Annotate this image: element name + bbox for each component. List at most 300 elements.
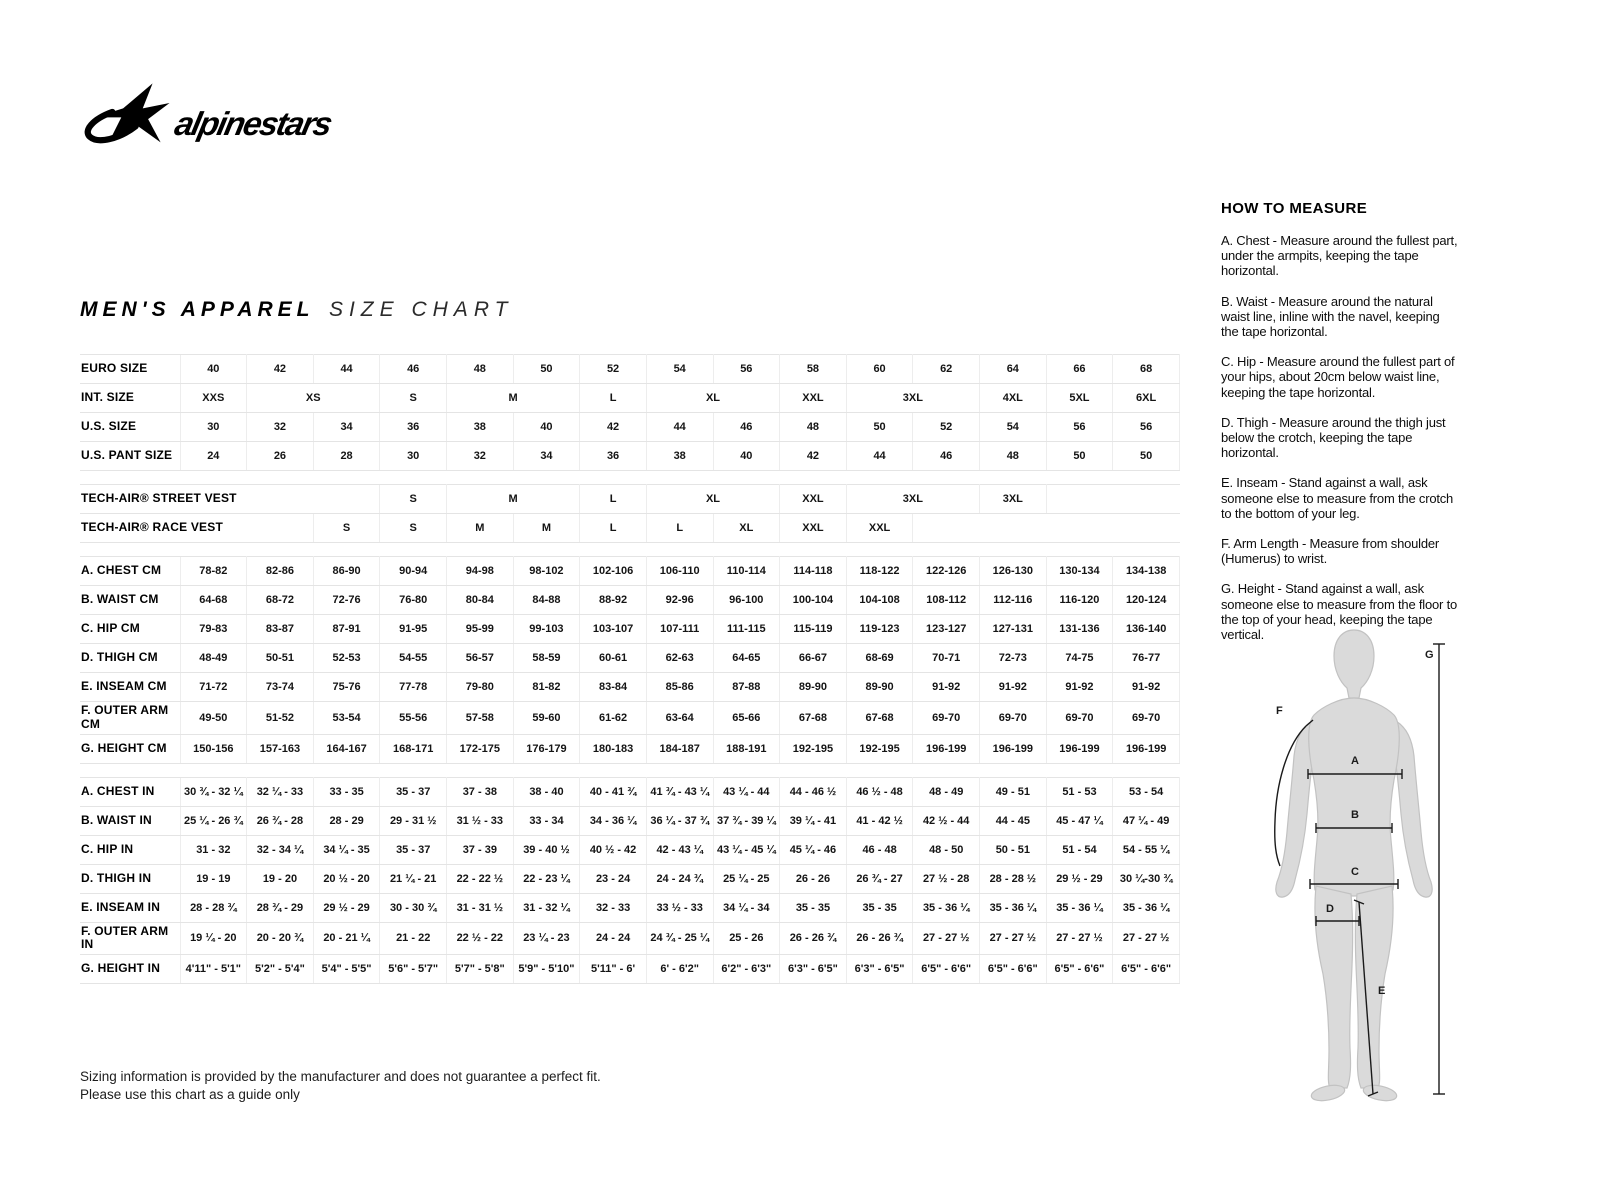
table-cell: 52 <box>580 355 647 384</box>
table-cell: 42 <box>247 355 314 384</box>
table-cell: 35 - 35 <box>846 893 913 922</box>
table-cell: 42 <box>580 413 647 442</box>
section-gap <box>80 543 1180 557</box>
table-cell: 39 ¼ - 41 <box>780 806 847 835</box>
table-cell: 57-58 <box>447 702 514 735</box>
disclaimer-line-2: Please use this chart as a guide only <box>80 1087 300 1103</box>
table-cell: 59-60 <box>513 702 580 735</box>
table-row <box>80 777 1180 806</box>
table-cell: 56-57 <box>447 644 514 673</box>
table-cell: 44 <box>846 442 913 471</box>
table-cell: 28 - 28 ½ <box>980 864 1047 893</box>
table-cell: 81-82 <box>513 673 580 702</box>
table-cell: 53-54 <box>313 702 380 735</box>
table-cell: 83-84 <box>580 673 647 702</box>
row-label: U.S. PANT SIZE <box>80 442 180 471</box>
table-cell: 6'5" - 6'6" <box>1046 955 1113 984</box>
table-cell: 61-62 <box>580 702 647 735</box>
table-cell: M <box>447 384 580 413</box>
table-cell: 30 ¾ - 32 ¼ <box>180 777 247 806</box>
table-cell: 26 - 26 <box>780 864 847 893</box>
how-to-measure-panel <box>1221 200 1459 657</box>
table-cell: 62 <box>913 355 980 384</box>
table-cell: 64-68 <box>180 586 247 615</box>
table-cell: XXL <box>780 485 847 514</box>
table-cell <box>1046 485 1179 514</box>
table-cell: 51-52 <box>247 702 314 735</box>
table-cell: XXL <box>780 384 847 413</box>
table-cell: S <box>380 384 447 413</box>
table-row <box>80 514 1180 543</box>
row-label: INT. SIZE <box>80 384 180 413</box>
table-cell: 76-80 <box>380 586 447 615</box>
table-cell: 31 - 31 ½ <box>447 893 514 922</box>
table-cell: 3XL <box>980 485 1047 514</box>
table-cell: 42 ½ - 44 <box>913 806 980 835</box>
table-row <box>80 835 1180 864</box>
table-cell: M <box>447 485 580 514</box>
row-label: E. INSEAM IN <box>80 893 180 922</box>
table-cell: 115-119 <box>780 615 847 644</box>
table-cell: 196-199 <box>1113 734 1180 763</box>
table-cell: 44 <box>646 413 713 442</box>
table-cell: L <box>580 514 647 543</box>
table-cell: 69-70 <box>1046 702 1113 735</box>
table-cell: 4'11" - 5'1" <box>180 955 247 984</box>
table-cell: 35 - 36 ¼ <box>913 893 980 922</box>
table-cell: 122-126 <box>913 557 980 586</box>
row-label: C. HIP IN <box>80 835 180 864</box>
table-cell: 188-191 <box>713 734 780 763</box>
table-cell: 40 <box>713 442 780 471</box>
table-cell: 52-53 <box>313 644 380 673</box>
table-cell: 68-72 <box>247 586 314 615</box>
table-cell: 33 ½ - 33 <box>646 893 713 922</box>
table-cell: 83-87 <box>247 615 314 644</box>
table-cell: 26 ¾ - 27 <box>846 864 913 893</box>
table-row <box>80 864 1180 893</box>
table-cell: 106-110 <box>646 557 713 586</box>
table-cell: 30 <box>180 413 247 442</box>
table-cell: 196-199 <box>1046 734 1113 763</box>
table-cell: 172-175 <box>447 734 514 763</box>
table-cell: 51 - 53 <box>1046 777 1113 806</box>
table-cell: 34 <box>313 413 380 442</box>
table-cell: 20 - 21 ¼ <box>313 922 380 955</box>
table-cell: 56 <box>1046 413 1113 442</box>
table-cell: 5'9" - 5'10" <box>513 955 580 984</box>
table-cell: 104-108 <box>846 586 913 615</box>
table-cell: 107-111 <box>646 615 713 644</box>
table-cell: 69-70 <box>980 702 1047 735</box>
table-cell: 40 <box>180 355 247 384</box>
table-cell: 25 - 26 <box>713 922 780 955</box>
measurement-figure <box>1226 616 1560 1108</box>
table-cell: 66-67 <box>780 644 847 673</box>
table-cell: 32 <box>447 442 514 471</box>
disclaimer <box>80 1068 601 1104</box>
table-cell: 68 <box>1113 355 1180 384</box>
table-cell: XXL <box>846 514 913 543</box>
table-cell <box>913 514 1180 543</box>
table-cell: 35 - 36 ¼ <box>980 893 1047 922</box>
table-cell: 91-92 <box>913 673 980 702</box>
measure-instruction: F. Arm Length - Measure from shoulder (Humerus) to wrist. <box>1221 536 1440 567</box>
table-cell: 35 - 35 <box>780 893 847 922</box>
row-label: D. THIGH CM <box>80 644 180 673</box>
table-cell: 79-80 <box>447 673 514 702</box>
table-cell: 48-49 <box>180 644 247 673</box>
row-label: EURO SIZE <box>80 355 180 384</box>
table-cell: 38 - 40 <box>513 777 580 806</box>
table-cell: XS <box>247 384 380 413</box>
table-cell: 89-90 <box>780 673 847 702</box>
table-cell: 150-156 <box>180 734 247 763</box>
section-gap <box>80 763 1180 777</box>
table-cell: 28 <box>313 442 380 471</box>
table-cell: XL <box>646 485 779 514</box>
table-cell: 36 ¼ - 37 ¾ <box>646 806 713 835</box>
table-cell: 91-92 <box>1046 673 1113 702</box>
table-cell: 27 ½ - 28 <box>913 864 980 893</box>
table-row <box>80 644 1180 673</box>
table-cell: 84-88 <box>513 586 580 615</box>
table-cell: 5XL <box>1046 384 1113 413</box>
table-cell: 24 ¾ - 25 ¼ <box>646 922 713 955</box>
table-cell: 90-94 <box>380 557 447 586</box>
table-cell: 74-75 <box>1046 644 1113 673</box>
table-cell: 67-68 <box>780 702 847 735</box>
table-cell: 119-123 <box>846 615 913 644</box>
table-cell: 126-130 <box>980 557 1047 586</box>
table-cell: 26 - 26 ¾ <box>780 922 847 955</box>
table-cell: 65-66 <box>713 702 780 735</box>
table-cell: 157-163 <box>247 734 314 763</box>
table-cell: 111-115 <box>713 615 780 644</box>
measure-list <box>1221 233 1459 642</box>
table-cell: 22 - 22 ½ <box>447 864 514 893</box>
table-cell: M <box>513 514 580 543</box>
table-cell: L <box>580 485 647 514</box>
table-cell: 26 <box>247 442 314 471</box>
table-cell: 72-73 <box>980 644 1047 673</box>
figure-label-inseam: E <box>1378 985 1386 997</box>
table-cell: 168-171 <box>380 734 447 763</box>
table-cell: 32 - 33 <box>580 893 647 922</box>
body-silhouette-diagram <box>1226 616 1560 1108</box>
table-row <box>80 922 1180 955</box>
table-cell: 3XL <box>846 485 979 514</box>
table-cell: 29 - 31 ½ <box>380 806 447 835</box>
table-cell: 40 <box>513 413 580 442</box>
table-cell: 5'6" - 5'7" <box>380 955 447 984</box>
table-cell: 75-76 <box>313 673 380 702</box>
table-cell: 99-103 <box>513 615 580 644</box>
table-cell: 25 ¼ - 26 ¾ <box>180 806 247 835</box>
table-cell: 43 ¼ - 45 ¼ <box>713 835 780 864</box>
table-cell: 112-116 <box>980 586 1047 615</box>
table-cell: 131-136 <box>1046 615 1113 644</box>
table-cell: 41 - 42 ½ <box>846 806 913 835</box>
table-cell: 184-187 <box>646 734 713 763</box>
height-measure-line <box>1433 644 1445 1094</box>
table-cell: 108-112 <box>913 586 980 615</box>
table-cell: 89-90 <box>846 673 913 702</box>
table-cell: 116-120 <box>1046 586 1113 615</box>
table-cell: XL <box>646 384 779 413</box>
table-cell: 27 - 27 ½ <box>1046 922 1113 955</box>
table-cell: 52 <box>913 413 980 442</box>
page-title-secondary: SIZE CHART <box>328 298 514 321</box>
measure-instruction: E. Inseam - Stand against a wall, ask someone else to measure from the crotch to the bottom of your leg. <box>1221 475 1454 521</box>
table-cell: 69-70 <box>1113 702 1180 735</box>
table-cell: 50 <box>846 413 913 442</box>
table-cell: L <box>580 384 647 413</box>
table-cell: 46 <box>380 355 447 384</box>
table-cell: 71-72 <box>180 673 247 702</box>
table-cell: 79-83 <box>180 615 247 644</box>
table-cell: 94-98 <box>447 557 514 586</box>
table-cell: 91-92 <box>980 673 1047 702</box>
table-cell: 22 - 23 ¼ <box>513 864 580 893</box>
table-cell: 60-61 <box>580 644 647 673</box>
row-label: G. HEIGHT IN <box>80 955 180 984</box>
table-row <box>80 673 1180 702</box>
table-cell: 32 ¼ - 33 <box>247 777 314 806</box>
table-cell: 5'4" - 5'5" <box>313 955 380 984</box>
table-cell: 34 ¼ - 35 <box>313 835 380 864</box>
table-cell: 4XL <box>980 384 1047 413</box>
table-cell: 130-134 <box>1046 557 1113 586</box>
table-cell: 76-77 <box>1113 644 1180 673</box>
table-cell: 30 <box>380 442 447 471</box>
table-cell: 123-127 <box>913 615 980 644</box>
table-cell: 35 - 36 ¼ <box>1113 893 1180 922</box>
table-cell: XXS <box>180 384 247 413</box>
table-cell: 85-86 <box>646 673 713 702</box>
table-row <box>80 615 1180 644</box>
table-cell: 78-82 <box>180 557 247 586</box>
table-cell: 62-63 <box>646 644 713 673</box>
table-row <box>80 702 1180 735</box>
table-cell: 35 - 37 <box>380 777 447 806</box>
table-cell: 19 - 20 <box>247 864 314 893</box>
table-cell: 40 - 41 ¾ <box>580 777 647 806</box>
table-cell: 54-55 <box>380 644 447 673</box>
table-cell: 60 <box>846 355 913 384</box>
table-cell: 180-183 <box>580 734 647 763</box>
table-cell: 43 ¼ - 44 <box>713 777 780 806</box>
table-cell: 49 - 51 <box>980 777 1047 806</box>
table-cell: 6'3" - 6'5" <box>780 955 847 984</box>
table-cell: 58 <box>780 355 847 384</box>
table-cell: 86-90 <box>313 557 380 586</box>
table-cell: 21 - 22 <box>380 922 447 955</box>
table-cell: 28 ¾ - 29 <box>247 893 314 922</box>
table-cell: 120-124 <box>1113 586 1180 615</box>
table-row <box>80 442 1180 471</box>
table-cell: 63-64 <box>646 702 713 735</box>
row-label: F. OUTER ARM IN <box>80 922 180 955</box>
table-cell: 46 <box>713 413 780 442</box>
table-row <box>80 413 1180 442</box>
table-cell: 91-92 <box>1113 673 1180 702</box>
table-cell: 56 <box>713 355 780 384</box>
table-cell: 29 ½ - 29 <box>313 893 380 922</box>
table-cell: S <box>380 514 447 543</box>
table-cell: 38 <box>447 413 514 442</box>
table-cell: 176-179 <box>513 734 580 763</box>
size-chart-table <box>80 354 1184 984</box>
table-cell: 51 - 54 <box>1046 835 1113 864</box>
table-cell: 6'5" - 6'6" <box>1113 955 1180 984</box>
brand-logo <box>82 76 350 164</box>
disclaimer-line-1: Sizing information is provided by the manufacturer and does not guarantee a perfect fit. <box>80 1069 601 1084</box>
table-cell: 20 ½ - 20 <box>313 864 380 893</box>
table-cell: 50 <box>513 355 580 384</box>
table-cell: 46 ½ - 48 <box>846 777 913 806</box>
table-cell: 22 ½ - 22 <box>447 922 514 955</box>
table-cell: 24 - 24 ¾ <box>646 864 713 893</box>
table-cell: 68-69 <box>846 644 913 673</box>
table-row <box>80 384 1180 413</box>
table-cell: M <box>447 514 514 543</box>
table-cell: 47 ¼ - 49 <box>1113 806 1180 835</box>
figure-label-hip: C <box>1351 866 1359 878</box>
table-cell: 134-138 <box>1113 557 1180 586</box>
table-cell: 3XL <box>846 384 979 413</box>
table-cell: 45 ¼ - 46 <box>780 835 847 864</box>
table-cell: 58-59 <box>513 644 580 673</box>
table-cell: 48 <box>980 442 1047 471</box>
table-cell: 41 ¾ - 43 ¼ <box>646 777 713 806</box>
row-label: F. OUTER ARM CM <box>80 702 180 735</box>
section-gap <box>80 471 1180 485</box>
page-title <box>80 298 513 322</box>
table-row <box>80 955 1180 984</box>
table-cell: 30 - 30 ¾ <box>380 893 447 922</box>
table-row <box>80 806 1180 835</box>
figure-label-waist: B <box>1351 809 1359 821</box>
table-cell: 164-167 <box>313 734 380 763</box>
table-cell: 40 ½ - 42 <box>580 835 647 864</box>
table-cell: 44 - 46 ½ <box>780 777 847 806</box>
table-cell: 36 <box>380 413 447 442</box>
table-cell: 48 - 49 <box>913 777 980 806</box>
table-cell: 64-65 <box>713 644 780 673</box>
table-cell: 33 - 35 <box>313 777 380 806</box>
table-cell: 5'2" - 5'4" <box>247 955 314 984</box>
row-label: TECH-AIR® STREET VEST <box>80 485 180 514</box>
table-cell: 34 - 36 ¼ <box>580 806 647 835</box>
table-cell: 6' - 6'2" <box>646 955 713 984</box>
table-cell: 5'11" - 6' <box>580 955 647 984</box>
row-label: U.S. SIZE <box>80 413 180 442</box>
table-cell: 127-131 <box>980 615 1047 644</box>
row-label: B. WAIST IN <box>80 806 180 835</box>
table-cell: 95-99 <box>447 615 514 644</box>
table-cell: 64 <box>980 355 1047 384</box>
table-cell: 6'3" - 6'5" <box>846 955 913 984</box>
brand-wordmark: alpinestars <box>171 106 335 144</box>
table-cell: 6'5" - 6'6" <box>980 955 1047 984</box>
table-cell: 26 - 26 ¾ <box>846 922 913 955</box>
table-cell: 31 - 32 <box>180 835 247 864</box>
table-cell: 114-118 <box>780 557 847 586</box>
row-label: TECH-AIR® RACE VEST <box>80 514 180 543</box>
table-cell: 48 <box>780 413 847 442</box>
table-cell: 32 <box>247 413 314 442</box>
table-cell: 91-95 <box>380 615 447 644</box>
table-row <box>80 734 1180 763</box>
table-cell: 31 ½ - 33 <box>447 806 514 835</box>
size-table-body <box>80 355 1180 984</box>
table-cell: 54 <box>646 355 713 384</box>
table-cell: 23 ¼ - 23 <box>513 922 580 955</box>
table-cell: 50-51 <box>247 644 314 673</box>
table-cell: 196-199 <box>913 734 980 763</box>
table-cell: 38 <box>646 442 713 471</box>
table-cell: 50 <box>1113 442 1180 471</box>
table-cell: 100-104 <box>780 586 847 615</box>
table-cell: 48 <box>447 355 514 384</box>
figure-label-arm: F <box>1276 705 1283 717</box>
table-cell: 34 <box>513 442 580 471</box>
table-cell: L <box>646 514 713 543</box>
table-cell: 24 - 24 <box>580 922 647 955</box>
table-cell: 87-91 <box>313 615 380 644</box>
row-label: A. CHEST IN <box>80 777 180 806</box>
table-cell: 45 - 47 ¼ <box>1046 806 1113 835</box>
table-cell: 35 - 37 <box>380 835 447 864</box>
table-cell: 87-88 <box>713 673 780 702</box>
table-cell: 37 - 39 <box>447 835 514 864</box>
measure-instruction: D. Thigh - Measure around the thigh just below the crotch, keeping the tape horizontal. <box>1221 414 1446 461</box>
table-cell: 82-86 <box>247 557 314 586</box>
table-cell: 36 <box>580 442 647 471</box>
table-cell: 31 - 32 ¼ <box>513 893 580 922</box>
table-cell: 21 ¼ - 21 <box>380 864 447 893</box>
figure-label-chest: A <box>1351 755 1359 767</box>
table-cell: 19 ¼ - 20 <box>180 922 247 955</box>
table-cell: 192-195 <box>780 734 847 763</box>
table-cell: 55-56 <box>380 702 447 735</box>
table-cell: 70-71 <box>913 644 980 673</box>
row-label: D. THIGH IN <box>80 864 180 893</box>
table-cell: 69-70 <box>913 702 980 735</box>
table-cell: 44 <box>313 355 380 384</box>
table-row <box>80 893 1180 922</box>
how-to-measure-heading: HOW TO MEASURE <box>1221 200 1368 217</box>
measure-instruction: G. Height - Stand against a wall, ask someone else to measure from the floor to the top of your head, keeping the tape vertical. <box>1221 581 1458 643</box>
table-cell: 6'5" - 6'6" <box>913 955 980 984</box>
table-cell: 27 - 27 ½ <box>980 922 1047 955</box>
table-cell: 26 ¾ - 28 <box>247 806 314 835</box>
alpinestars-logo-icon <box>82 76 350 164</box>
figure-label-height: G <box>1425 649 1434 661</box>
table-cell: 34 ¼ - 34 <box>713 893 780 922</box>
table-cell: 66 <box>1046 355 1113 384</box>
table-cell: 192-195 <box>846 734 913 763</box>
table-cell: 29 ½ - 29 <box>1046 864 1113 893</box>
table-cell: S <box>313 514 380 543</box>
table-cell: 48 - 50 <box>913 835 980 864</box>
table-cell: 37 - 38 <box>447 777 514 806</box>
table-cell: 35 - 36 ¼ <box>1046 893 1113 922</box>
table-cell: 27 - 27 ½ <box>1113 922 1180 955</box>
table-cell: 72-76 <box>313 586 380 615</box>
table-cell: 50 - 51 <box>980 835 1047 864</box>
